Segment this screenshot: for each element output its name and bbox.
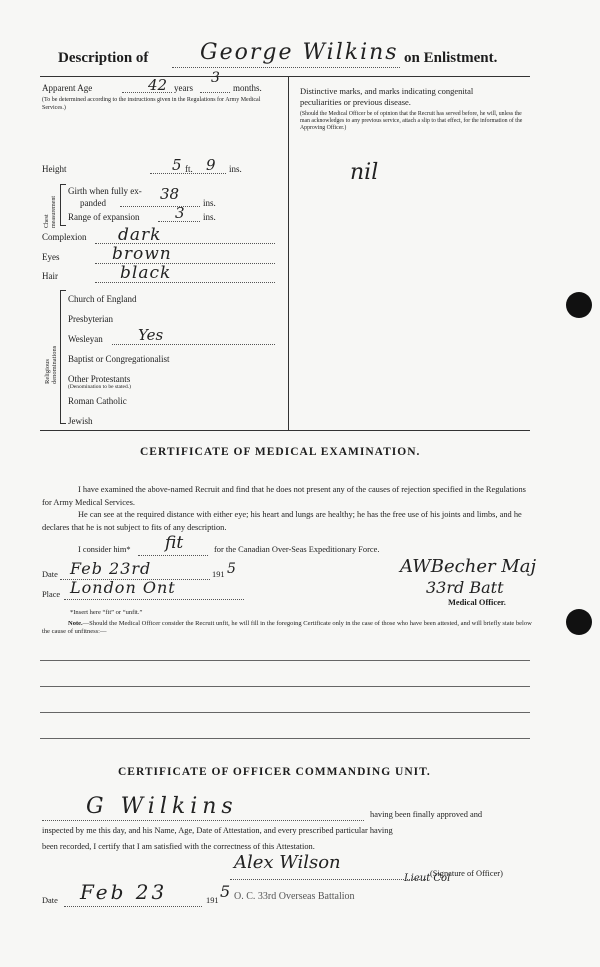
officer-stamp-1: Lieut Col [404,873,451,884]
religion-group-label: Religious denominations [44,345,58,384]
wesleyan-mark: Yes [138,326,164,344]
consider-suffix: for the Canadian Over-Seas Expeditionary Force. [214,545,380,554]
officer-line3: been recorded, I certify that I am satisfied with the correctness of this Attestation. [42,842,315,851]
punch-hole-top [566,292,592,318]
header-name: George Wilkins [200,40,399,65]
medical-year-digit: 5 [227,561,236,577]
girth-label-2: panded [80,198,106,208]
height-inches: 9 [206,156,216,174]
age-months-label: months. [233,83,262,93]
range-label: Range of expansion [68,212,140,222]
medical-date-value: Feb 23rd [70,559,152,578]
unfit-line-3 [40,712,530,713]
hair-label: Hair [42,271,58,281]
medical-place-label: Place [42,590,61,599]
marks-note: (Should the Medical Officer be of opinion that the Recruit has served before, he will, unless the man acknowledges to any previous service, attach a slip to that effect, for the information of the Approving Officer.) [300,111,523,131]
religion-church-of-england: Church of England [68,294,137,304]
marks-heading-2: peculiarities or previous disease. [300,97,411,107]
age-note: (To be determined according to the instructions given in the Regulations for Army Medical Services.) [42,97,261,111]
girth-value: 38 [160,185,180,203]
age-months-value: 3 [211,70,220,86]
note-label: Note. [68,620,83,627]
punch-hole-bottom [566,609,592,635]
height-in-label: ins. [229,164,242,174]
top-rule [40,76,530,77]
eyes-label: Eyes [42,252,60,262]
hair-line [95,282,275,283]
range-unit: ins. [203,212,216,222]
range-value: 3 [175,204,185,222]
girth-line [120,206,200,207]
consider-line [138,555,208,556]
age-years-line [122,92,172,93]
medical-para1: I have examined the above-named Recruit and find that he does not present any of the causes of rejection specified in the Regulations for Army Medical Services. [42,485,526,507]
height-feet: 5 [172,156,182,174]
header-label-left: Description of [58,50,149,66]
medical-title: CERTIFICATE OF MEDICAL EXAMINATION. [140,446,421,458]
complexion-label: Complexion [42,232,87,242]
chest-bracket [60,184,66,226]
officer-line1-suffix: having been finally approved and [370,810,483,819]
medical-note [42,620,532,636]
insert-note: *Insert here “fit” or “unfit.” [70,609,143,616]
note-text: —Should the Medical Officer consider the Recruit unfit, he will fill in the foregoing Certificate only in the case of those who have been attested, and will briefly state below the cause of unfitness:— [42,620,532,635]
section-rule [40,430,530,431]
officer-recruit-name: G Wilkins [86,794,238,819]
complexion-value: dark [118,225,162,245]
religion-presbyterian: Presbyterian [68,314,113,324]
officer-date-line [64,906,202,907]
officer-stamp-2: O. C. 33rd Overseas Battalion [234,891,355,902]
unfit-line-2 [40,686,530,687]
officer-date-value: Feb 23 [80,880,168,904]
range-line [158,221,200,222]
girth-label-1: Girth when fully ex- [68,186,142,196]
age-months-line [200,92,230,93]
medical-unit: 33rd Batt [426,578,504,597]
age-label: Apparent Age [42,83,93,93]
unfit-line-4 [40,738,530,739]
age-years-label: years [174,83,193,93]
consider-prefix: I consider him* [78,545,131,554]
medical-para2: He can see at the required distance with either eye; his heart and lungs are healthy; he has the free use of his joints and limbs, and he declares that he is not subject to fits of any description. [42,510,522,532]
officer-year-prefix: 191 [206,896,219,905]
officer-date-label: Date [42,896,58,905]
medical-year-prefix: 191 [212,570,225,579]
officer-signature: Alex Wilson [234,852,341,873]
officer-sig-line [230,879,426,880]
girth-unit: ins. [203,198,216,208]
medical-officer-label: Medical Officer. [448,598,506,607]
officer-sig-label: (Signature of Officer) [430,869,503,878]
consider-value: fit [165,533,184,553]
header-name-line [172,67,400,68]
officer-title: CERTIFICATE OF OFFICER COMMANDING UNIT. [118,766,431,778]
medical-signature: AWBecher Maj [400,556,537,577]
religion-roman-catholic: Roman Catholic [68,396,127,406]
wesleyan-line [112,344,275,345]
eyes-value: brown [112,244,172,264]
medical-place-line [64,599,244,600]
age-years-value: 42 [148,76,168,94]
religion-bracket [60,290,66,424]
hair-value: black [120,263,172,283]
marks-heading-1: Distinctive marks, and marks indicating congenital [300,86,474,96]
officer-line2: inspected by me this day, and his Name, Age, Date of Attestation, and every prescribed particular having [42,826,393,835]
religion-other-protestants: Other Protestants [68,374,131,384]
chest-group-label: Chest measurement [44,196,57,228]
header-label-right: on Enlistment. [404,50,498,66]
religion-baptist: Baptist or Congregationalist [68,354,170,364]
height-ft-label: ft. [185,164,193,174]
religion-jewish: Jewish [68,416,93,426]
officer-name-line [42,820,364,821]
marks-value: nil [350,160,379,185]
unfit-line-1 [40,660,530,661]
officer-year-digit: 5 [220,882,231,901]
medical-place-value: London Ont [70,578,176,597]
height-label: Height [42,164,67,174]
column-divider [288,76,289,430]
other-protestants-note: (Denomination to be stated.) [68,384,131,390]
height-line [150,173,226,174]
medical-date-label: Date [42,570,58,579]
religion-wesleyan: Wesleyan [68,334,103,344]
